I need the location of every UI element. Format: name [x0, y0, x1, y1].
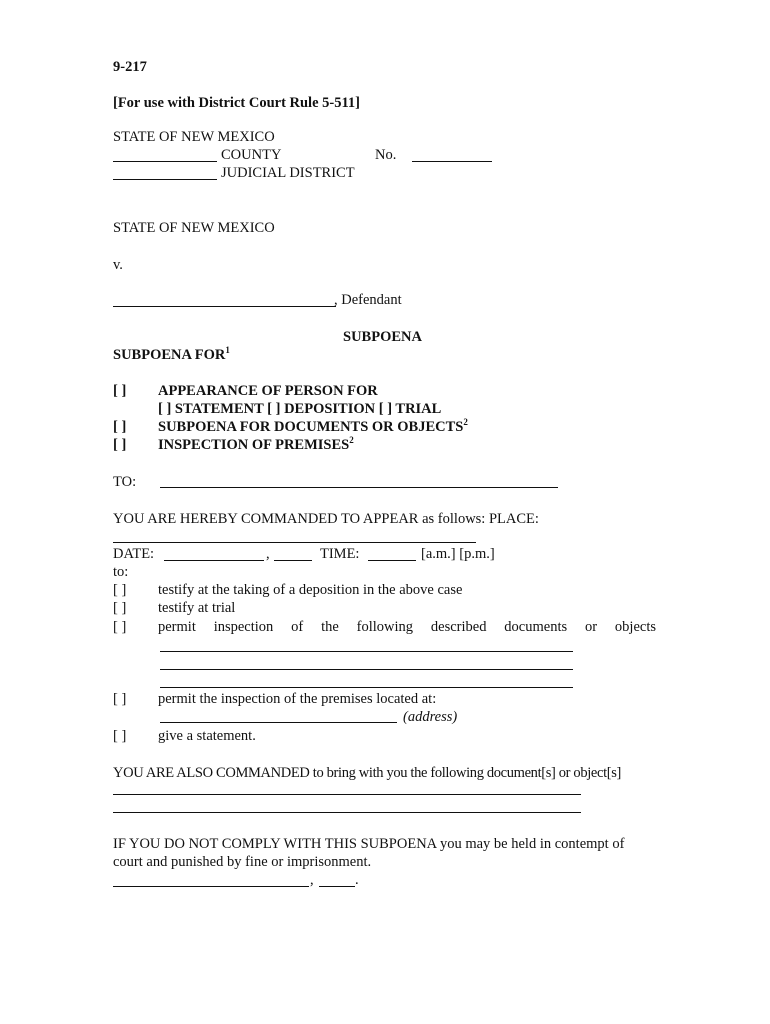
label-trial: testify at trial	[158, 600, 236, 616]
checkbox-statement[interactable]: [ ]	[113, 728, 127, 744]
footnote-marker: 2	[463, 417, 468, 427]
subpoena-for-heading	[113, 346, 230, 364]
option-checkbox-appearance[interactable]: [ ]	[113, 383, 127, 399]
appear-command: YOU ARE HEREBY COMMANDED TO APPEAR as follows: PLACE:	[113, 511, 539, 527]
caption-state: STATE OF NEW MEXICO	[113, 129, 275, 145]
option-label-premises	[158, 436, 354, 454]
also-commanded-text: YOU ARE ALSO COMMANDED to bring with you the following document[s] or object[s]	[113, 765, 622, 781]
time-blank[interactable]	[368, 560, 416, 561]
label-deposition: testify at the taking of a deposition in the above case	[158, 582, 463, 598]
option-checkbox-premises[interactable]: [ ]	[113, 437, 127, 453]
year-blank[interactable]	[274, 560, 312, 561]
documents-blank-2[interactable]	[160, 669, 573, 670]
county-blank[interactable]	[113, 161, 217, 162]
items-blank-2[interactable]	[113, 812, 581, 813]
documents-blank-3[interactable]	[160, 687, 573, 688]
case-number-label: No.	[375, 147, 397, 163]
recipient-blank[interactable]	[160, 487, 558, 488]
to-purpose-label: to:	[113, 564, 129, 580]
signature-year-blank[interactable]	[319, 886, 355, 887]
plaintiff-name: STATE OF NEW MEXICO	[113, 220, 275, 236]
form-number: 9-217	[113, 59, 147, 75]
district-label: JUDICIAL DISTRICT	[221, 165, 355, 181]
address-label: (address)	[403, 709, 458, 725]
date-blank[interactable]	[164, 560, 264, 561]
versus-label: v.	[113, 257, 123, 273]
to-label: TO:	[113, 474, 137, 490]
defendant-label: , Defendant	[334, 292, 402, 308]
warning-line-2: court and punished by fine or imprisonment.	[113, 854, 372, 870]
checkbox-documents[interactable]: [ ]	[113, 619, 127, 635]
option-label-appearance-type[interactable]: [ ] STATEMENT [ ] DEPOSITION [ ] TRIAL	[158, 401, 442, 417]
usage-note: [For use with District Court Rule 5-511]	[113, 95, 361, 111]
footnote-marker: 1	[225, 345, 230, 355]
checkbox-deposition[interactable]: [ ]	[113, 582, 127, 598]
district-blank[interactable]	[113, 179, 217, 180]
option-label-appearance: APPEARANCE OF PERSON FOR	[158, 383, 378, 399]
case-number-blank[interactable]	[412, 161, 492, 162]
items-blank-1[interactable]	[113, 794, 581, 795]
page-title: SUBPOENA	[343, 329, 422, 345]
signature-comma: ,	[310, 872, 314, 888]
label-documents: permit inspection of the following described documents or objects	[158, 619, 656, 635]
date-comma: ,	[266, 546, 270, 562]
warning-line-1: IF YOU DO NOT COMPLY WITH THIS SUBPOENA you may be held in contempt of	[113, 836, 625, 852]
checkbox-trial[interactable]: [ ]	[113, 600, 127, 616]
place-blank[interactable]	[113, 542, 476, 543]
defendant-blank[interactable]	[113, 306, 336, 307]
label-statement: give a statement.	[158, 728, 256, 744]
checkbox-premises[interactable]: [ ]	[113, 691, 127, 707]
am-pm-selector[interactable]: [a.m.] [p.m.]	[421, 546, 495, 562]
date-label: DATE:	[113, 546, 155, 562]
subpoena-for-label: SUBPOENA FOR	[113, 347, 226, 363]
time-label: TIME:	[320, 546, 360, 562]
option-documents-text: SUBPOENA FOR DOCUMENTS OR OBJECTS	[158, 419, 464, 435]
footnote-marker: 2	[349, 435, 354, 445]
label-premises: permit the inspection of the premises located at:	[158, 691, 437, 707]
option-premises-text: INSPECTION OF PREMISES	[158, 437, 350, 453]
option-label-documents	[158, 418, 468, 436]
county-label: COUNTY	[221, 147, 282, 163]
signature-period: .	[355, 872, 359, 888]
address-blank[interactable]	[160, 722, 397, 723]
documents-blank-1[interactable]	[160, 651, 573, 652]
signature-date-blank[interactable]	[113, 886, 309, 887]
option-checkbox-documents[interactable]: [ ]	[113, 419, 127, 435]
